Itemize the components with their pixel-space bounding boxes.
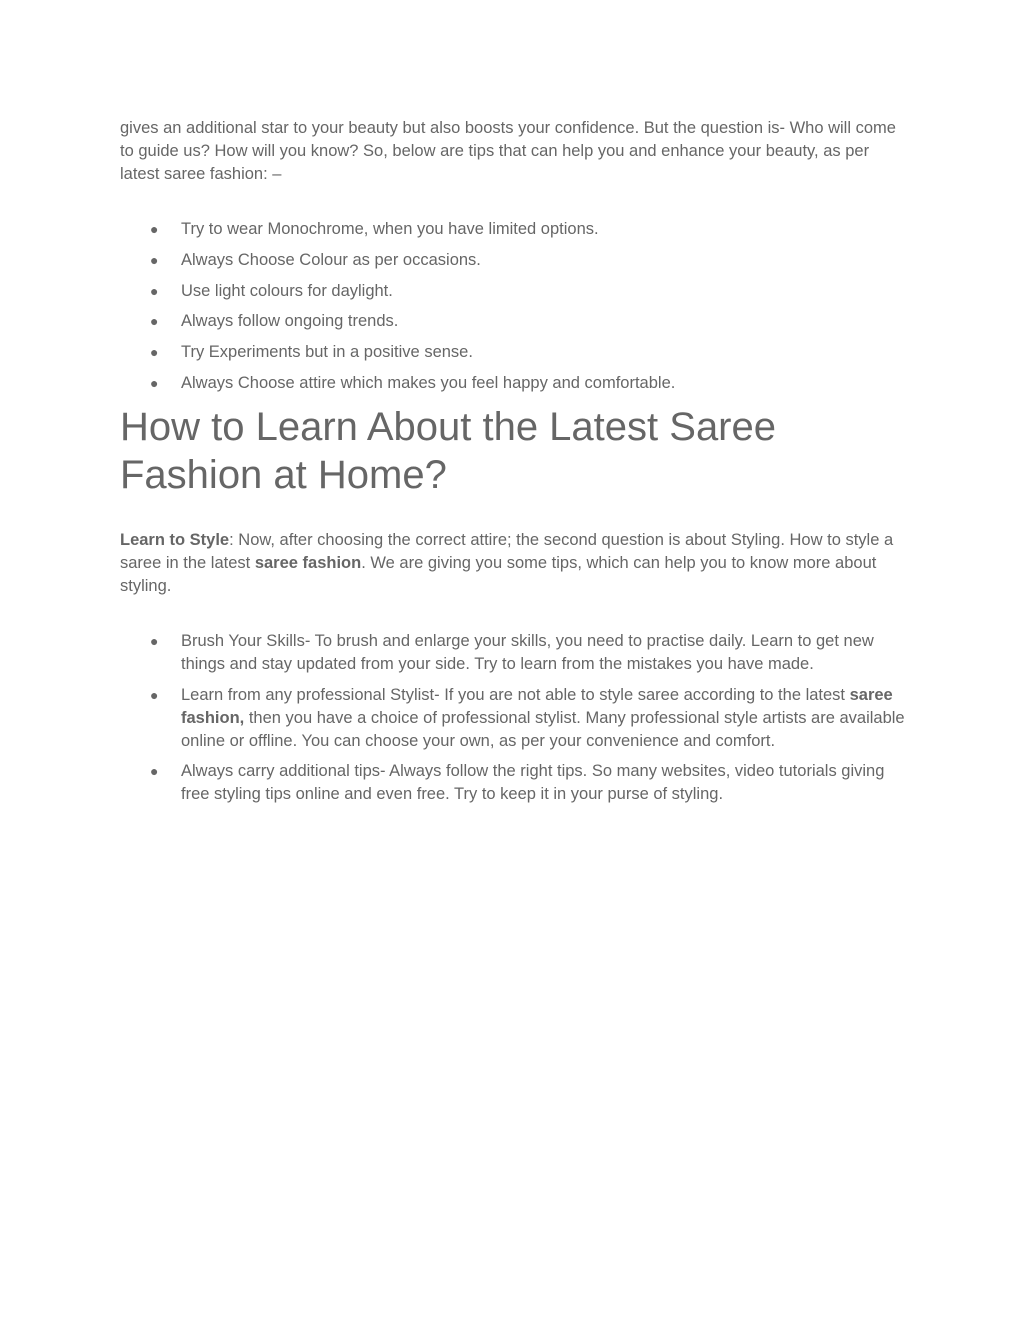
bullet-icon: ● [150, 313, 159, 330]
list-item [120, 310, 905, 333]
list-item-text: Always carry additional tips- Always follow the right tips. So many websites, video tutorials giving free styling tips online and even free. Try to keep it in your purse of styling. [181, 762, 885, 804]
bullet-icon: ● [150, 632, 159, 649]
fashion-tips-list [120, 218, 905, 395]
list-item [120, 630, 905, 676]
list-item [120, 218, 905, 241]
styling-text-part1: : Now, after choosing the correct attire; the second question is about Styling. How to style a saree in the latest [120, 530, 894, 572]
list-item-text: Always follow ongoing trends. [181, 312, 399, 331]
list-item [120, 684, 905, 753]
list-item-text: Use light colours for daylight. [181, 281, 393, 300]
intro-paragraph: gives an additional star to your beauty but also boosts your confidence. But the question is- Who will come to guide us? How will you know? So, below are tips that can help you and enhance your beauty, as per latest saree fashion: – [120, 119, 896, 183]
bullet-icon: ● [150, 282, 159, 299]
list-item [120, 341, 905, 364]
list-item-text: Always Choose Colour as per occasions. [181, 250, 481, 269]
list-item-text: Always Choose attire which makes you feel happy and comfortable. [181, 373, 676, 392]
styling-tips-list [120, 630, 905, 807]
saree-fashion-keyword: saree fashion, [181, 685, 893, 727]
bullet-icon: ● [150, 763, 159, 780]
list-item-text: Brush Your Skills- To brush and enlarge your skills, you need to practise daily. Learn to get new things and stay updated from your side. Try to learn from the mistakes you have made. [181, 631, 874, 673]
section-heading: How to Learn About the Latest Saree Fashion at Home? [120, 404, 776, 497]
styling-paragraph [120, 529, 905, 598]
list-item-text: Try Experiments but in a positive sense. [181, 343, 473, 362]
saree-fashion-keyword: saree fashion [254, 553, 362, 572]
bullet-icon: ● [150, 344, 159, 361]
list-item-text: Try to wear Monochrome, when you have limited options. [181, 220, 599, 238]
list-item [120, 372, 905, 395]
bullet-icon: ● [150, 686, 159, 703]
styling-text-part2: . We are giving you some tips, which can help you to know more about styling. [120, 553, 877, 595]
styling-lead: Learn to Style [120, 530, 230, 549]
list-item-text-before: Learn from any professional Stylist- If you are not able to style saree according to the latest [181, 685, 850, 704]
list-item [120, 760, 905, 806]
document-page [120, 117, 905, 814]
bullet-icon: ● [150, 374, 159, 391]
list-item-text-after: then you have a choice of professional stylist. Many professional style artists are available online or offline. You can choose your own, as per your convenience and comfort. [181, 708, 905, 750]
bullet-icon: ● [150, 221, 159, 237]
list-item [120, 280, 905, 303]
bullet-icon: ● [150, 251, 159, 268]
list-item [120, 249, 905, 272]
